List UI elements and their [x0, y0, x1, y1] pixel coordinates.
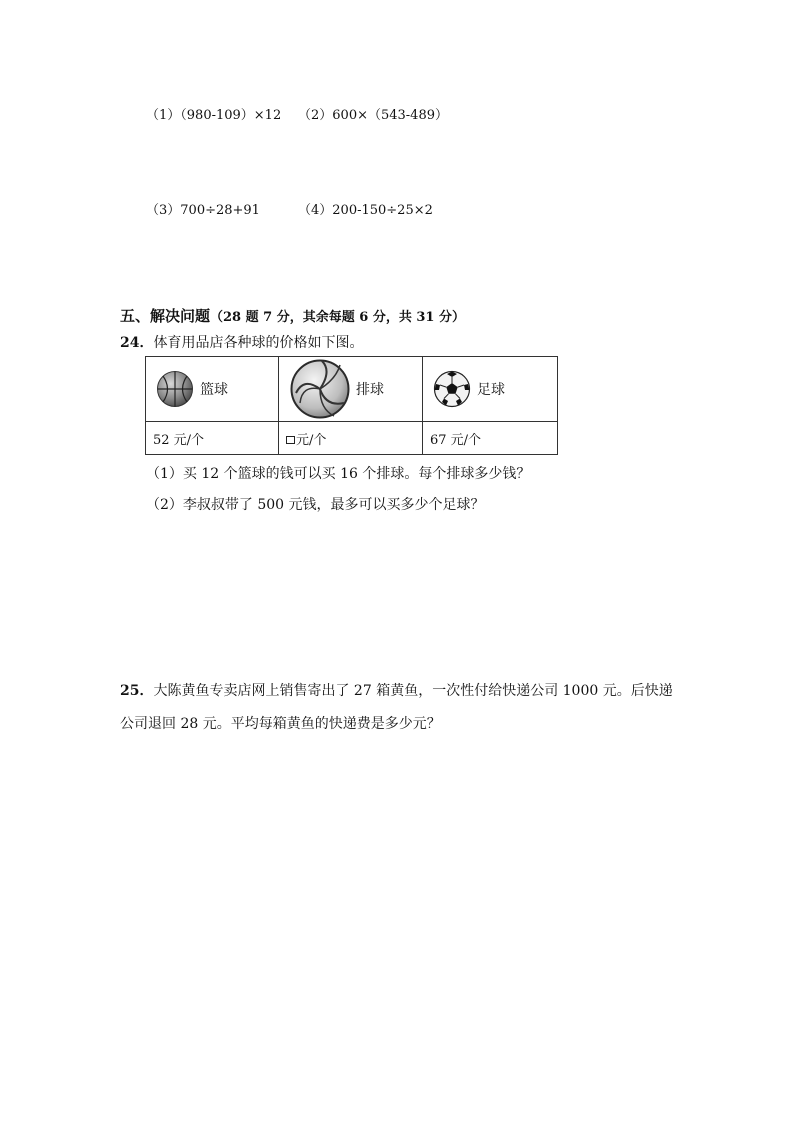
section-title: 五、解决问题: [120, 307, 211, 325]
price-volleyball-text: 元/个: [296, 432, 327, 448]
question-25-line-1: [120, 680, 673, 700]
price-volleyball: [279, 422, 423, 455]
question-24-sub-1: （1）买 12 个篮球的钱可以买 16 个排球。每个排球多少钱？: [146, 466, 531, 482]
calc-problem-2: （2）600×（543-489）: [298, 108, 448, 123]
blank-box: [286, 436, 295, 444]
soccer-ball-icon: [433, 370, 471, 408]
question-number: 25．: [120, 683, 154, 699]
table-row: [146, 357, 558, 422]
calc-problem-1: （1）（980-109）×12: [146, 108, 282, 123]
calc-problem-4: （4）200-150÷25×2: [298, 203, 433, 218]
section-note: （28 题 7 分，其余每题 6 分，共 31 分）: [210, 310, 465, 325]
volleyball-icon: [290, 359, 350, 419]
price-soccer: 67 元/个: [423, 422, 558, 455]
ball-name-volleyball: 排球: [356, 382, 384, 398]
price-basketball: 52 元/个: [146, 422, 279, 455]
table-row: [146, 422, 558, 455]
question-24-stem: [120, 332, 363, 352]
ball-price-table: [145, 356, 558, 455]
question-number: 24．: [120, 335, 154, 351]
section-heading: [120, 305, 465, 326]
table-cell: [146, 357, 279, 422]
basketball-icon: [156, 370, 194, 408]
question-25-line-2: 公司退回 28 元。平均每箱黄鱼的快递费是多少元？: [120, 716, 441, 732]
question-text: 体育用品店各种球的价格如下图。: [153, 335, 364, 351]
table-cell: [279, 357, 423, 422]
ball-name-basketball: 篮球: [200, 382, 228, 398]
calc-problem-3: （3）700÷28+91: [146, 203, 260, 218]
table-cell: [423, 357, 558, 422]
question-text: 大陈黄鱼专卖店网上销售寄出了 27 箱黄鱼，一次性付给快递公司 1000 元。后快递: [153, 683, 673, 699]
ball-name-soccer: 足球: [477, 382, 505, 398]
question-24-sub-2: （2）李叔叔带了 500 元钱，最多可以买多少个足球？: [146, 497, 485, 513]
